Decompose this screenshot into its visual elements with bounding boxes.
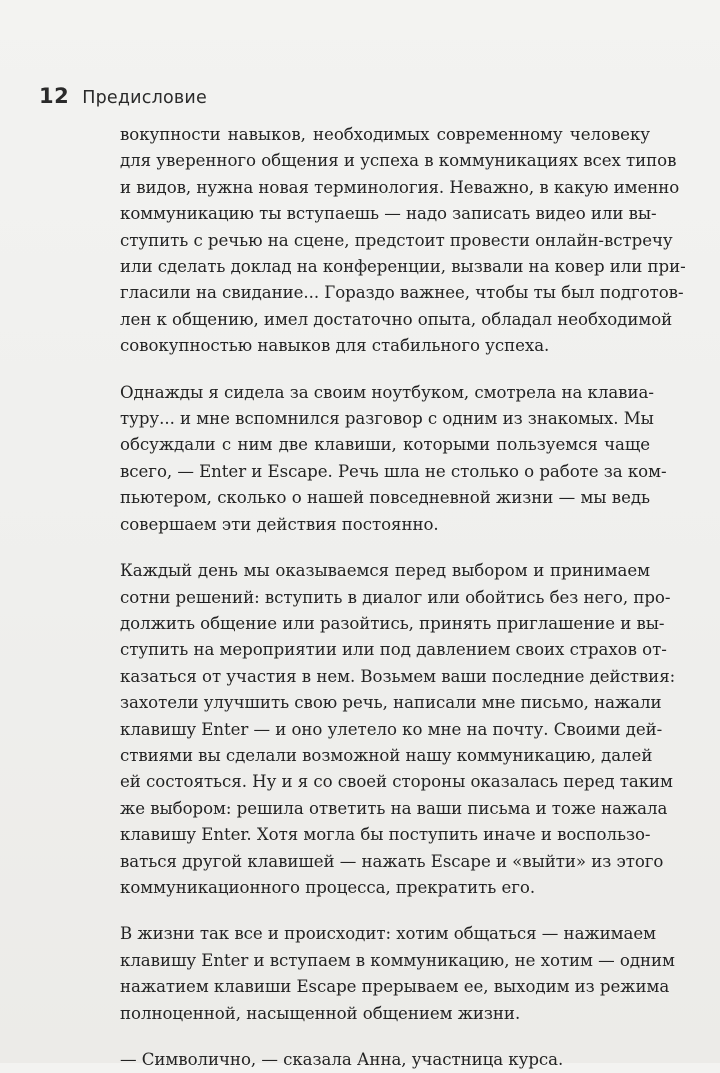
text-line: клавишу Enter — и оно улетело ко мне на почту. Своими дей- [120,719,663,739]
text-line: нажатием клавиши Escape прерываем ее, выходим из режима [120,977,670,997]
text-line: пьютером, сколько о нашей повседневной жизни — мы ведь [120,488,650,508]
section-title: Предисловие [82,88,207,108]
text-line: В жизни так все и происходит: хотим общаться — нажимаем [120,924,656,944]
text-line: коммуникацию ты вступаешь — надо записать видео или вы- [120,204,657,224]
text-line: ствиями вы сделали возможной нашу коммуникацию, далей [120,745,653,765]
text-line: или сделать доклад на конференции, вызвали на ковер или при- [120,257,686,277]
page-number: 12 [39,84,70,108]
text-line: туру... и мне вспомнился разговор с одним из знакомых. Мы [120,409,654,429]
text-line: ступить с речью на сцене, предстоит провести онлайн-встречу [120,230,673,250]
text-line: казаться от участия в нем. Возьмем ваши последние действия: [120,666,676,686]
text-line: коммуникационного процесса, прекратить его. [120,877,536,897]
text-line: сотни решений: вступить в диалог или обойтись без него, про- [120,587,671,607]
dialogue-line [120,1047,650,1073]
text-line: должить общение или разойтись, принять приглашение и вы- [120,613,665,633]
text-line: ступить на мероприятии или под давлением своих страхов от- [120,640,667,660]
page-header [39,84,207,108]
text-line: клавишу Enter и вступаем в коммуникацию, не хотим — одним [120,950,675,970]
text-line: гласили на свидание... Гораздо важнее, чтобы ты был подготов- [120,283,684,303]
text-line: ей состояться. Ну и я со своей стороны оказалась перед таким [120,772,673,792]
text-line: ваться другой клавишей — нажать Escape и «выйти» из этого [120,851,664,871]
paragraph-4 [120,921,675,1027]
paragraph-3 [120,558,676,901]
text-line: захотели улучшить свою речь, написали мне письмо, нажали [120,693,662,713]
text-line: — Символично, — сказала Анна, участница курса. [120,1050,564,1069]
text-line: совершаем эти действия постоянно. [120,514,439,534]
text-line: обсуждали с ним две клавиши, которыми пользуемся чаще [120,435,650,455]
text-line: для уверенного общения и успеха в коммуникациях всех типов [120,151,677,171]
text-line: же выбором: решила ответить на ваши письма и тоже нажала [120,798,668,818]
text-line: и видов, нужна новая терминология. Неважно, в какую именно [120,177,680,197]
paragraph-2 [120,380,667,538]
paragraph-1 [120,122,686,360]
text-line: вокупности навыков, необходимых современному человеку [120,125,650,144]
text-line: Однажды я сидела за своим ноутбуком, смотрела на клавиа- [120,382,654,402]
text-line: Каждый день мы оказываемся перед выбором и принимаем [120,561,650,581]
text-line: полноценной, насыщенной общением жизни. [120,1003,521,1023]
text-line: всего, — Enter и Escape. Речь шла не столько о работе за ком- [120,461,667,481]
text-line: совокупностью навыков для стабильного успеха. [120,336,550,356]
body-text [120,122,686,1073]
text-line: лен к общению, имел достаточно опыта, обладал необходимой [120,309,673,329]
text-line: клавишу Enter. Хотя могла бы поступить иначе и воспользо- [120,825,651,845]
